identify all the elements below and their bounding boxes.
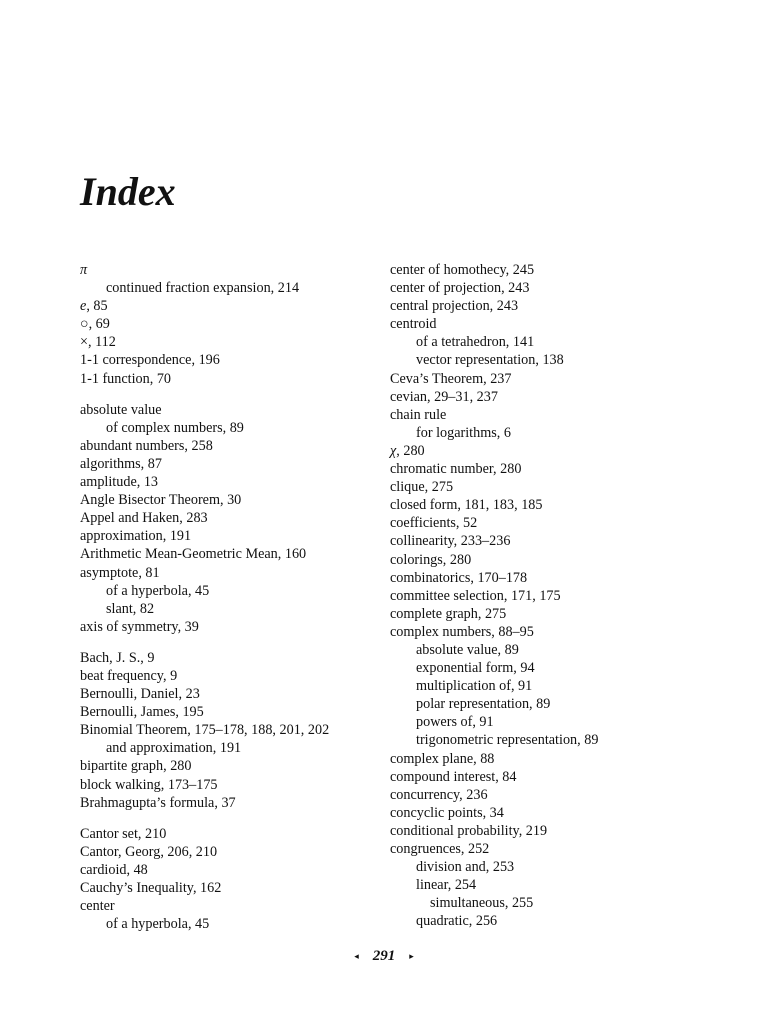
index-entry: beat frequency, 9 bbox=[80, 667, 178, 684]
index-subentry: of a hyperbola, 45 bbox=[106, 582, 210, 599]
index-entry: center bbox=[80, 898, 115, 915]
index-entry: complex numbers, 88–95 bbox=[390, 623, 534, 640]
index-entry: Brahmagupta’s formula, 37 bbox=[80, 794, 236, 811]
index-entry: axis of symmetry, 39 bbox=[80, 618, 199, 635]
page-footer bbox=[0, 948, 768, 965]
index-entry: collinearity, 233–236 bbox=[390, 533, 511, 550]
index-entry: algorithms, 87 bbox=[80, 455, 162, 472]
index-entry: Cantor set, 210 bbox=[80, 825, 167, 842]
index-entry: Bach, J. S., 9 bbox=[80, 649, 155, 666]
index-entry: center of homothecy, 245 bbox=[390, 262, 535, 278]
index-subentry: for logarithms, 6 bbox=[416, 424, 511, 441]
index-entry: 1-1 function, 70 bbox=[80, 370, 172, 387]
index-entry: absolute value bbox=[80, 401, 162, 418]
index-subentry: exponential form, 94 bbox=[416, 660, 535, 677]
index-entry: Bernoulli, James, 195 bbox=[80, 704, 204, 721]
index-subentry: polar representation, 89 bbox=[416, 696, 551, 713]
index-entry: Arithmetic Mean-Geometric Mean, 160 bbox=[80, 546, 307, 563]
index-entry: Binomial Theorem, 175–178, 188, 201, 202 bbox=[80, 722, 330, 739]
index-column-right bbox=[390, 261, 690, 930]
index-entry: Ceva’s Theorem, 237 bbox=[390, 370, 512, 387]
index-entry: complex plane, 88 bbox=[390, 750, 495, 767]
index-entry: Cantor, Georg, 206, 210 bbox=[80, 843, 218, 860]
index-entry: e, 85 bbox=[80, 298, 108, 315]
index-entry: conditional probability, 219 bbox=[390, 822, 548, 839]
index-subentry: multiplication of, 91 bbox=[416, 678, 533, 695]
index-subentry: division and, 253 bbox=[416, 859, 515, 876]
index-subentry: absolute value, 89 bbox=[416, 641, 519, 658]
index-entry: chain rule bbox=[390, 406, 447, 423]
index-entry: ×, 112 bbox=[80, 334, 116, 351]
index-subentry: powers of, 91 bbox=[416, 714, 494, 731]
index-entry: cevian, 29–31, 237 bbox=[390, 388, 498, 405]
index-entry: central projection, 243 bbox=[390, 298, 519, 315]
index-entry: complete graph, 275 bbox=[390, 605, 507, 622]
index-entry: block walking, 173–175 bbox=[80, 776, 218, 793]
index-subentry: of a tetrahedron, 141 bbox=[416, 334, 535, 351]
index-subentry: vector representation, 138 bbox=[416, 352, 564, 369]
previous-page-icon[interactable]: ◂ bbox=[354, 951, 359, 961]
index-entry: χ, 280 bbox=[390, 442, 425, 459]
index-subentry: and approximation, 191 bbox=[106, 740, 242, 757]
index-subentry: slant, 82 bbox=[106, 600, 155, 617]
index-entry: 1-1 correspondence, 196 bbox=[80, 352, 220, 369]
index-entry: committee selection, 171, 175 bbox=[390, 587, 561, 604]
index-entry: Appel and Haken, 283 bbox=[80, 510, 208, 527]
index-entry: colorings, 280 bbox=[390, 551, 472, 568]
index-subentry: linear, 254 bbox=[416, 877, 477, 894]
index-entry: Angle Bisector Theorem, 30 bbox=[80, 492, 242, 509]
index-entry: cardioid, 48 bbox=[80, 861, 148, 878]
index-entry: compound interest, 84 bbox=[390, 768, 517, 785]
index-subentry: continued fraction expansion, 214 bbox=[106, 280, 300, 297]
index-entry: concyclic points, 34 bbox=[390, 804, 504, 821]
index-entry: Cauchy’s Inequality, 162 bbox=[80, 880, 222, 896]
index-subentry: of complex numbers, 89 bbox=[106, 419, 244, 436]
index-entry: closed form, 181, 183, 185 bbox=[390, 497, 543, 514]
next-page-icon[interactable]: ▸ bbox=[409, 951, 414, 961]
index-entry: bipartite graph, 280 bbox=[80, 758, 192, 775]
index-column-left bbox=[80, 261, 380, 933]
index-entry: coefficients, 52 bbox=[390, 515, 478, 532]
index-subentry: simultaneous, 255 bbox=[430, 895, 534, 912]
index-entry: approximation, 191 bbox=[80, 528, 192, 545]
index-entry: asymptote, 81 bbox=[80, 564, 160, 581]
index-entry: combinatorics, 170–178 bbox=[390, 569, 528, 586]
index-entry: congruences, 252 bbox=[390, 841, 490, 857]
index-entry: centroid bbox=[390, 316, 437, 333]
index-entry: amplitude, 13 bbox=[80, 474, 159, 491]
index-entry: clique, 275 bbox=[390, 479, 454, 496]
index-entry: concurrency, 236 bbox=[390, 786, 488, 803]
page-number: 291 bbox=[372, 948, 396, 964]
index-entry: π bbox=[80, 262, 88, 278]
page-title: Index bbox=[80, 169, 176, 214]
index-entry: Bernoulli, Daniel, 23 bbox=[80, 686, 200, 703]
index-entry: ○, 69 bbox=[80, 316, 110, 333]
index-entry: center of projection, 243 bbox=[390, 280, 530, 297]
index-entry: abundant numbers, 258 bbox=[80, 437, 213, 454]
index-subentry: quadratic, 256 bbox=[416, 913, 498, 930]
index-subentry: trigonometric representation, 89 bbox=[416, 732, 599, 749]
index-subentry: of a hyperbola, 45 bbox=[106, 916, 210, 933]
index-entry: chromatic number, 280 bbox=[390, 461, 522, 478]
